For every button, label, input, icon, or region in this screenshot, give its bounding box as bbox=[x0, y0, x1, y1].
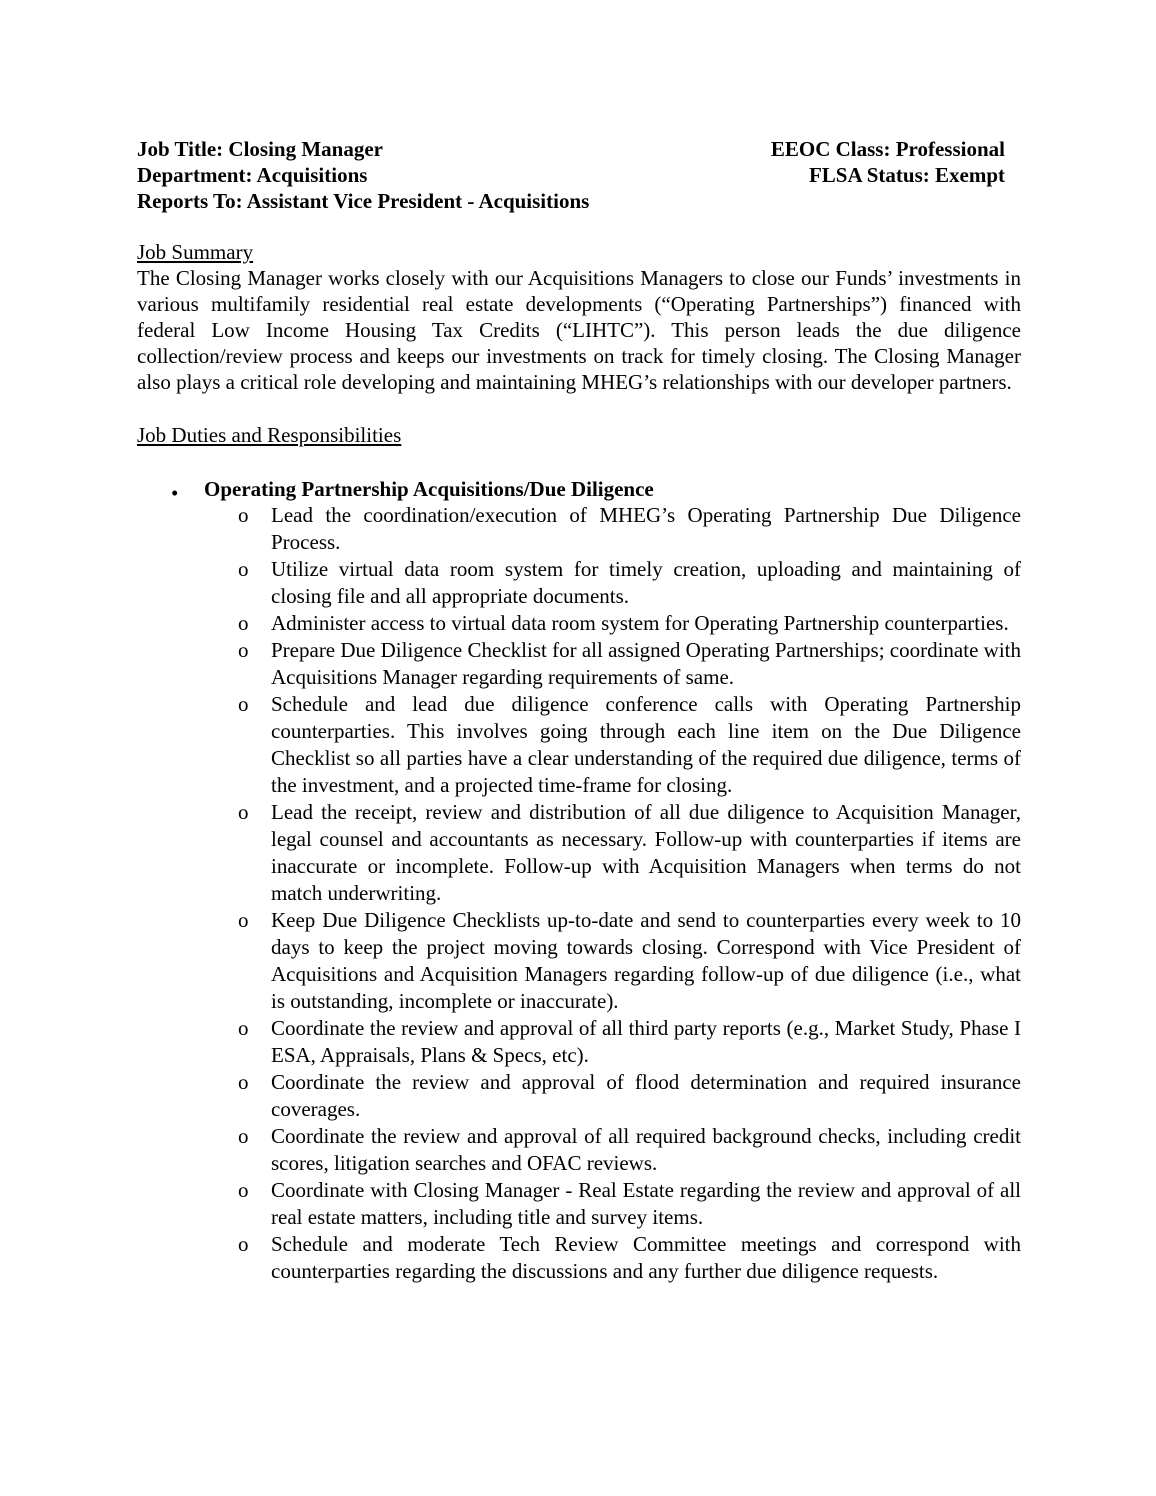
job-summary-section bbox=[137, 239, 1021, 395]
department: Department: Acquisitions bbox=[137, 163, 368, 187]
duty-item bbox=[204, 556, 1021, 610]
duty-item bbox=[204, 1069, 1021, 1123]
hollow-bullet-icon: o bbox=[238, 1016, 249, 1040]
duty-item bbox=[204, 1123, 1021, 1177]
duty-item bbox=[204, 637, 1021, 691]
duty-item bbox=[204, 691, 1021, 799]
duty-text: Coordinate the review and approval of all required background checks, including credit scores, litigation searches and OFAC reviews. bbox=[271, 1124, 1021, 1175]
duty-text: Lead the coordination/execution of MHEG’s Operating Partnership Due Diligence Process. bbox=[271, 503, 1021, 554]
duty-text: Schedule and lead due diligence conference calls with Operating Partnership counterparties. This involves going through each line item on the Due Diligence Checklist so all parties have a clear understanding of the required due diligence, terms of the investment, and a projected time-frame for closing. bbox=[271, 692, 1021, 797]
job-title: Job Title: Closing Manager bbox=[137, 137, 383, 161]
duty-item bbox=[204, 1177, 1021, 1231]
job-duties-heading: Job Duties and Responsibilities bbox=[137, 423, 402, 447]
duties-section-item bbox=[137, 476, 1021, 1285]
hollow-bullet-icon: o bbox=[238, 692, 249, 716]
duties-list bbox=[137, 476, 1021, 1285]
hollow-bullet-icon: o bbox=[238, 611, 249, 635]
duty-text: Utilize virtual data room system for timely creation, uploading and maintaining of closing file and all appropriate documents. bbox=[271, 557, 1021, 608]
duty-text: Administer access to virtual data room system for Operating Partnership counterparties. bbox=[271, 611, 1009, 635]
hollow-bullet-icon: o bbox=[238, 908, 249, 932]
duties-section-title: Operating Partnership Acquisitions/Due Diligence bbox=[204, 477, 654, 501]
job-duties-section bbox=[137, 422, 1021, 1285]
hollow-bullet-icon: o bbox=[238, 1232, 249, 1256]
header-left-column bbox=[137, 136, 589, 214]
duty-item bbox=[204, 502, 1021, 556]
duty-text: Coordinate with Closing Manager - Real Estate regarding the review and approval of all real estate matters, including title and survey items. bbox=[271, 1178, 1021, 1229]
duty-text: Coordinate the review and approval of all third party reports (e.g., Market Study, Phase I ESA, Appraisals, Plans & Specs, etc). bbox=[271, 1016, 1021, 1067]
hollow-bullet-icon: o bbox=[238, 557, 249, 581]
hollow-bullet-icon: o bbox=[238, 1124, 249, 1148]
duty-text: Coordinate the review and approval of flood determination and required insurance coverages. bbox=[271, 1070, 1021, 1121]
duty-item bbox=[204, 1015, 1021, 1069]
duty-item bbox=[204, 1231, 1021, 1285]
hollow-bullet-icon: o bbox=[238, 503, 249, 527]
job-summary-text: The Closing Manager works closely with our Acquisitions Managers to close our Funds’ investments in various multifamily residential real estate developments (“Operating Partnerships”) financed with federal Low Income Housing Tax Credits (“LIHTC”). This person leads the due diligence collection/review process and keeps our investments on track for timely closing. The Closing Manager also plays a critical role developing and maintaining MHEG’s relationships with our developer partners. bbox=[137, 266, 1021, 394]
duty-text: Lead the receipt, review and distribution of all due diligence to Acquisition Manager, legal counsel and accountants as necessary. Follow-up with counterparties if items are inaccurate or incomplete. Follow-up with Acquisition Managers when terms do not match underwriting. bbox=[271, 800, 1021, 905]
hollow-bullet-icon: o bbox=[238, 638, 249, 662]
hollow-bullet-icon: o bbox=[238, 1070, 249, 1094]
document-page bbox=[137, 136, 1021, 1285]
header-right-column bbox=[771, 136, 1021, 214]
bullet-icon: • bbox=[171, 481, 179, 505]
duty-text: Prepare Due Diligence Checklist for all assigned Operating Partnerships; coordinate with Acquisitions Manager regarding requirements of same. bbox=[271, 638, 1021, 689]
duty-item bbox=[204, 799, 1021, 907]
duties-sub-list bbox=[204, 502, 1021, 1285]
hollow-bullet-icon: o bbox=[238, 1178, 249, 1202]
job-summary-heading: Job Summary bbox=[137, 240, 254, 264]
flsa-status: FLSA Status: Exempt bbox=[808, 163, 1005, 187]
hollow-bullet-icon: o bbox=[238, 800, 249, 824]
duty-item bbox=[204, 610, 1021, 637]
eeoc-class: EEOC Class: Professional bbox=[770, 137, 1005, 161]
duty-text: Keep Due Diligence Checklists up-to-date and send to counterparties every week to 10 days to keep the project moving towards closing. Correspond with Vice President of Acquisitions and Acquisition Managers regarding follow-up of due diligence (i.e., what is outstanding, incomplete or inaccurate). bbox=[271, 908, 1021, 1013]
duty-item bbox=[204, 907, 1021, 1015]
document-header bbox=[137, 136, 1021, 214]
reports-to: Reports To: Assistant Vice President - Acquisitions bbox=[137, 189, 590, 213]
duty-text: Schedule and moderate Tech Review Committee meetings and correspond with counterparties regarding the discussions and any further due diligence requests. bbox=[271, 1232, 1021, 1283]
